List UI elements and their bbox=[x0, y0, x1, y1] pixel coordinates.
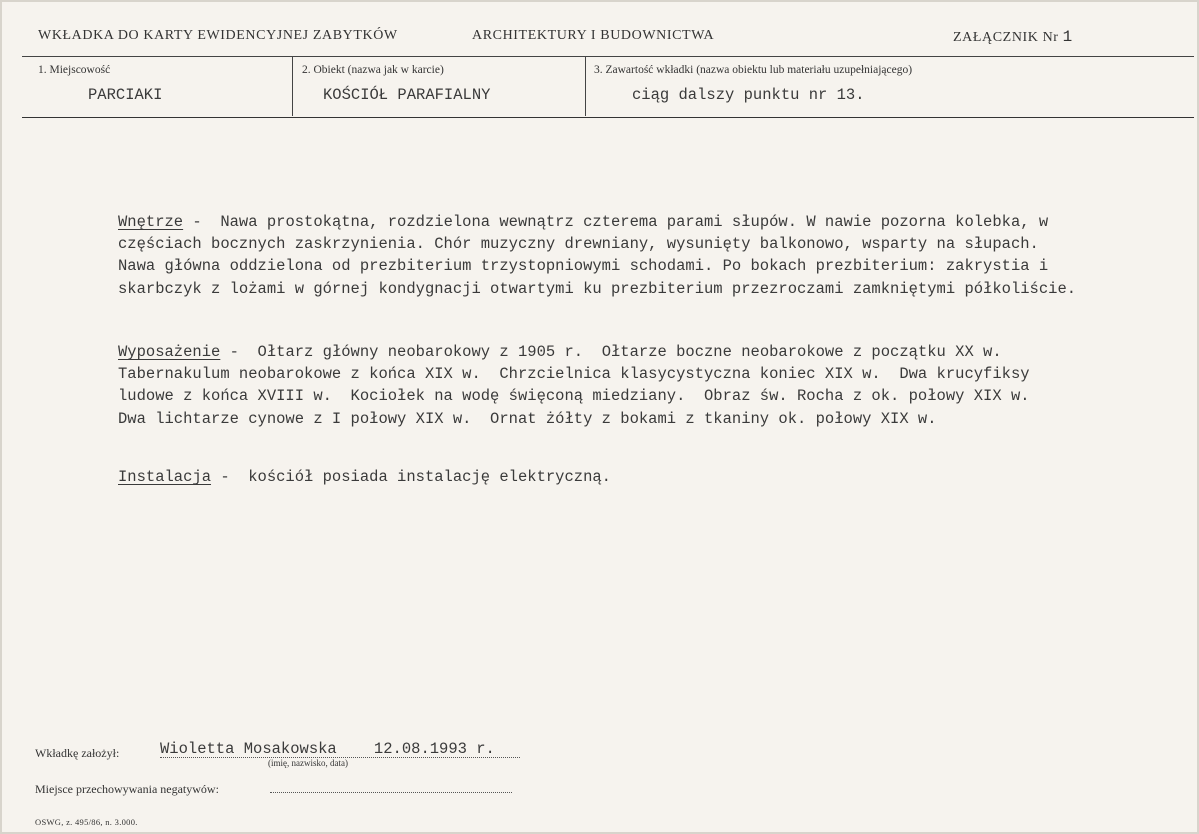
furnishings-paragraph bbox=[118, 341, 1188, 430]
created-by-hint: (imię, nazwisko, data) bbox=[268, 758, 348, 768]
print-code: OSWG, z. 495/86, n. 3.000. bbox=[35, 817, 138, 827]
field-divider bbox=[292, 57, 293, 116]
interior-heading: Wnętrze bbox=[118, 213, 184, 231]
furnishings-text: - Ołtarz główny neobarokowy z 1905 r. Ołtarze boczne neobarokowe z początku XX w. Tabernakulum neobarokowe z końca XIX w. Chrzcielnica klasycystyczna koniec XIX w. Dwa krucyfiksy ludowe z końca XVIII w. Kociołek na wodę święconą miedziany. Obraz św. Rocha z ok. połowy XIX w. Dwa lichtarze cynowe z I połowy XIX w. Ornat żółty z bokami z tkaniny ok. połowy XIX w. bbox=[118, 343, 1030, 428]
attachment-number bbox=[953, 28, 1073, 46]
locality-label: 1. Miejscowość bbox=[38, 64, 111, 76]
attachment-number-value: 1 bbox=[1062, 28, 1073, 46]
created-by-value: Wioletta Mosakowska 12.08.1993 r. bbox=[160, 740, 495, 758]
card-title: WKŁADKA DO KARTY EWIDENCYJNEJ ZABYTKÓW bbox=[38, 28, 398, 43]
installation-heading: Instalacja bbox=[118, 468, 212, 486]
card-subtitle: ARCHITEKTURY I BUDOWNICTWA bbox=[472, 28, 715, 43]
top-rule bbox=[22, 56, 1194, 57]
installation-text: - kościół posiada instalację elektryczną. bbox=[211, 468, 611, 486]
locality-value: PARCIAKI bbox=[88, 86, 163, 104]
created-by-label: Wkładkę założył: bbox=[35, 746, 120, 760]
insert-contents-label: 3. Zawartość wkładki (nazwa obiektu lub materiału uzupełniającego) bbox=[594, 64, 913, 76]
interior-text: - Nawa prostokątna, rozdzielona wewnątrz czterema parami słupów. W nawie pozorna kolebka, w częściach bocznych zaskrzynienia. Chór muzyczny drewniany, wysunięty balkonowo, wsparty na słupach. Nawa główna oddzielona od prezbiterium trzystopniowymi schodami. Po bokach prezbiterium: zakrystia i skarbczyk z lożami w górnej kondygnacji otwartymi ku prezbiterium przezroczami zamkniętymi półkoliście. bbox=[118, 213, 1077, 298]
object-label: 2. Obiekt (nazwa jak w karcie) bbox=[302, 64, 444, 76]
fields-bottom-rule bbox=[22, 117, 1194, 118]
field-divider bbox=[585, 57, 586, 116]
object-value: KOŚCIÓŁ PARAFIALNY bbox=[323, 86, 491, 104]
interior-paragraph bbox=[118, 211, 1188, 300]
negatives-storage-line bbox=[270, 792, 512, 793]
installation-paragraph bbox=[118, 466, 1188, 488]
furnishings-heading: Wyposażenie bbox=[118, 343, 221, 361]
attachment-label: ZAŁĄCZNIK Nr bbox=[953, 30, 1059, 45]
negatives-storage-label: Miejsce przechowywania negatywów: bbox=[35, 782, 219, 796]
insert-contents-value: ciąg dalszy punktu nr 13. bbox=[632, 86, 865, 104]
